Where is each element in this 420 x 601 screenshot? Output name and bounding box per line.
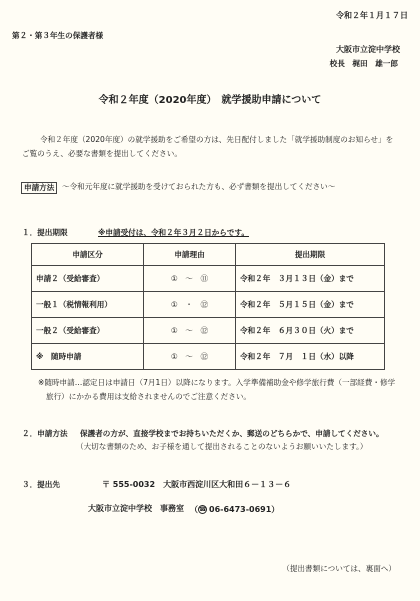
table-header-row	[32, 244, 385, 266]
row-category: 一般１（税情報利用）	[32, 292, 144, 318]
method-text: ～令和元年度に就学援助を受けておられた方も、必ず書類を提出してください～	[62, 182, 336, 191]
section1-title: １．提出期限	[22, 228, 68, 237]
row-reason: ① ・ ⑫	[144, 292, 236, 318]
school-name: 大阪市立淀中学校	[336, 45, 400, 54]
principal-name: 校長 梶田 雄一郎	[329, 59, 398, 68]
row-deadline: 令和２年 ７月 １日（水）以降	[236, 344, 385, 370]
table-row	[32, 344, 385, 370]
intro-line-1: 令和２年度（2020年度）の就学援助をご希望の方は、先日配付しました「就学援助制度のお知らせ」を	[40, 135, 394, 144]
row-reason: ① ～ ⑪	[144, 266, 236, 292]
row-category: 一般２（受給審査）	[32, 318, 144, 344]
table-note-line-2: 旅行）にかかる費用は支給されませんのでご注意ください。	[46, 392, 252, 401]
row-category: ※ 随時申請	[32, 344, 144, 370]
page-title: 令和２年度（2020年度） 就学援助申請について	[98, 95, 322, 106]
schedule-table	[31, 243, 385, 370]
phone-prefix: （	[190, 505, 198, 514]
table-row	[32, 292, 385, 318]
table-row	[32, 318, 385, 344]
section2-line-2: （大切な書類のため、お子様を通して提出されることのないようお願いいたします。）	[76, 442, 368, 451]
row-reason: ① ～ ⑫	[144, 318, 236, 344]
table-note-line-1: ※随時申請…認定日は申請日（7月1日）以降になります。入学準備補助金や修学旅行費（一部経費・修学	[38, 378, 396, 387]
footer-note: （提出書類については、裏面へ）	[282, 564, 396, 573]
row-deadline: 令和２年 ６月３０日（火）まで	[236, 318, 385, 344]
row-category: 申請２（受給審査）	[32, 266, 144, 292]
phone-number: 06-6473-0691）	[209, 505, 280, 514]
header-deadline: 提出期限	[236, 244, 385, 266]
header-category: 申請区分	[32, 244, 144, 266]
address: 〒 555-0032 大阪市西淀川区大和田６－１３－６	[102, 480, 292, 489]
section1-note: ※申請受付は、令和２年３月２日からです。	[98, 228, 249, 237]
section2-label: ２．申請方法	[22, 429, 68, 438]
office-name: 大阪市立淀中学校 事務室	[88, 504, 184, 513]
row-deadline: 令和２年 ３月１３日（金）まで	[236, 266, 385, 292]
row-reason: ① ～ ⑫	[144, 344, 236, 370]
phone-icon: ☎	[199, 506, 207, 513]
method-label: 申請方法	[21, 182, 57, 194]
table-row	[32, 266, 385, 292]
intro-line-2: ご覧のうえ、必要な書類を提出してください。	[22, 149, 182, 158]
recipient: 第２・第３年生の保護者様	[12, 31, 104, 40]
date: 令和２年１月１７日	[336, 11, 408, 20]
phone-number-line	[190, 505, 279, 515]
section2-line-1: 保護者の方が、直接学校までお持ちいただくか、郵送のどちらかで、申請してください。	[80, 429, 384, 438]
row-deadline: 令和２年 ５月１５日（金）まで	[236, 292, 385, 318]
header-reason: 申請理由	[144, 244, 236, 266]
section3-label: ３．提出先	[22, 480, 60, 489]
